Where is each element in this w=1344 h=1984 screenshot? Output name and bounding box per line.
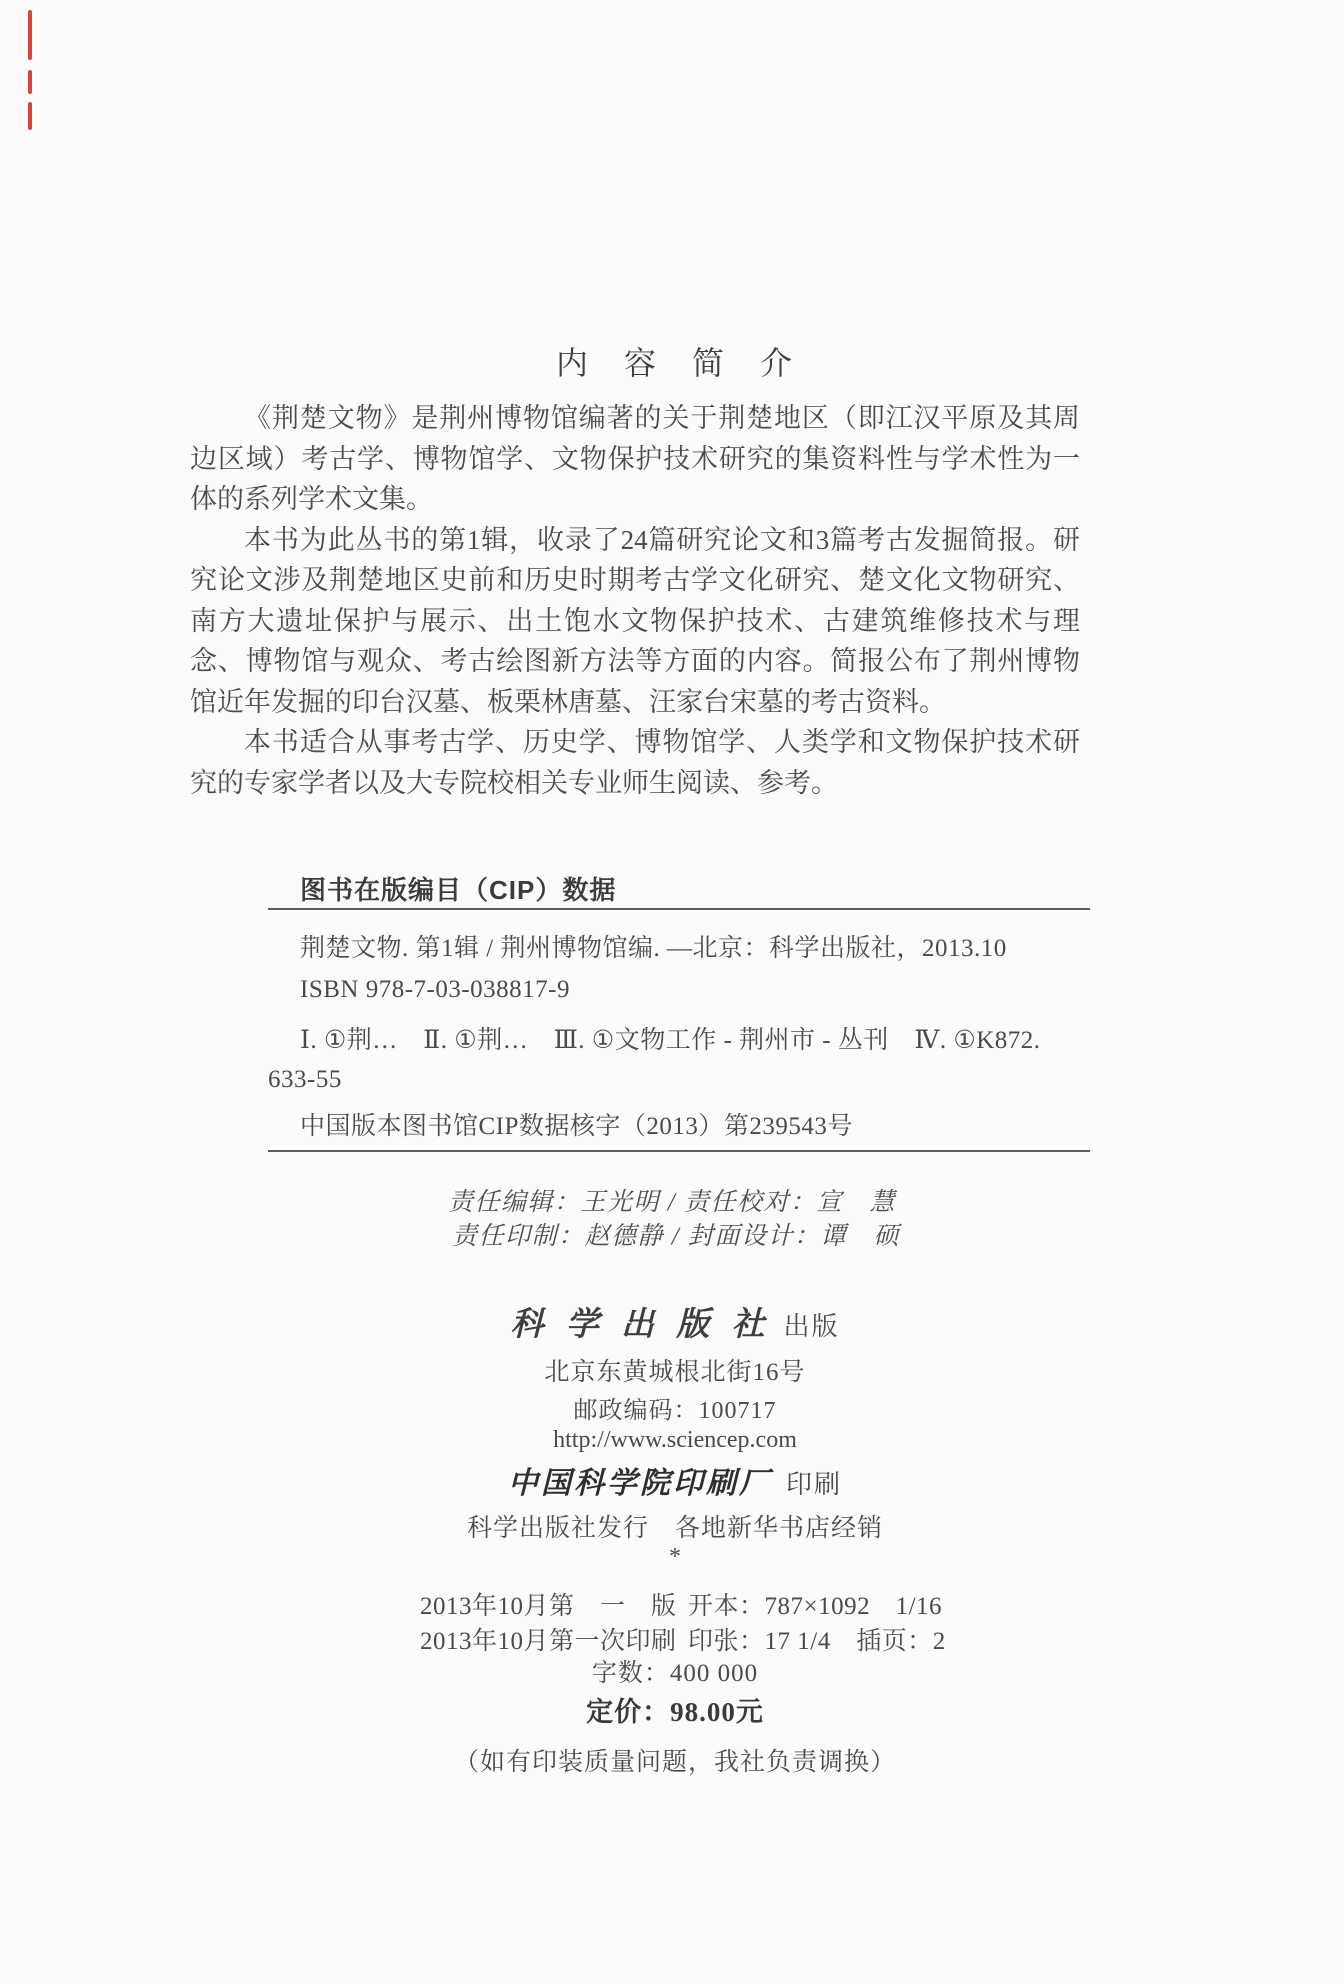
press-postcode: 邮政编码：100717 (573, 1398, 777, 1424)
intro-paragraph-line: 边区域）考古学、博物馆学、文物保护技术研究的集资料性与学术性为一 (190, 443, 1080, 474)
word-count: 字数：400 000 (591, 1660, 759, 1687)
press-address: 北京东黄城根北街16号 (544, 1359, 806, 1386)
cip-classification: Ⅰ. ①荆… Ⅱ. ①荆… Ⅲ. ①文物工作 - 荆州市 - 丛刊 Ⅳ. ①K872. (300, 1027, 1041, 1054)
section-divider-star: * (669, 1544, 681, 1570)
cip-registry: 中国版本图书馆CIP数据核字（2013）第239543号 (300, 1113, 853, 1140)
press-logo: 科 学 出 版 社 (510, 1307, 772, 1343)
intro-paragraph-line: 念、博物馆与观众、考古绘图新方法等方面的内容。简报公布了荆州博物 (190, 646, 1080, 676)
divider-rule-top (268, 908, 1090, 910)
printer-role-label: 印刷 (785, 1470, 842, 1499)
scan-artifact-mark (28, 102, 32, 130)
distribution-line: 科学出版社发行 各地新华书店经销 (466, 1515, 883, 1542)
intro-paragraph-line: 本书为此丛书的第1辑，收录了24篇研究论文和3篇考古发掘简报。研 (244, 524, 1080, 555)
printer-logo: 中国科学院印刷厂 (507, 1467, 772, 1500)
page-title: 内 容 简 介 (555, 345, 794, 381)
divider-rule-bottom (268, 1150, 1090, 1152)
scan-artifact-mark (28, 10, 32, 60)
staff-editors-line: 责任编辑：王光明 / 责任校对：宣 慧 (448, 1189, 896, 1216)
intro-paragraph-line: 馆近年发掘的印台汉墓、板栗林唐墓、汪家台宋墓的考古资料。 (190, 686, 946, 717)
format-spec: 开本：787×1092 1/16 (688, 1593, 943, 1620)
intro-paragraph-line: 究论文涉及荆楚地区史前和历史时期考古学文化研究、楚文化文物研究、 (190, 565, 1080, 595)
cip-header: 图书在版编目（CIP）数据 (300, 875, 617, 905)
press-role-label: 出版 (783, 1312, 840, 1341)
intro-paragraph-line: 本书适合从事考古学、历史学、博物馆学、人类学和文物保护技术研 (244, 727, 1080, 757)
cip-classification-cont: 633-55 (268, 1066, 342, 1093)
intro-paragraph-line: 《荆楚文物》是荆州博物馆编著的关于荆楚地区（即江汉平原及其周 (244, 403, 1080, 433)
printer-line (190, 1458, 1160, 1502)
intro-text (190, 398, 1080, 803)
cip-record: 荆楚文物. 第1辑 / 荆州博物馆编. —北京：科学出版社，2013.10 (300, 935, 1007, 962)
sheets-spec: 印张：17 1/4 插页：2 (688, 1628, 946, 1655)
scan-artifact-mark (28, 70, 32, 94)
price: 定价：98.00元 (586, 1697, 764, 1727)
press-website: http://www.sciencep.com (553, 1427, 797, 1453)
staff-design-line: 责任印制：赵德静 / 封面设计：谭 硕 (452, 1223, 900, 1250)
intro-paragraph-line: 体的系列学术文集。 (190, 484, 433, 514)
edition-date: 2013年10月第 一 版 (420, 1593, 677, 1620)
print-date: 2013年10月第一次印刷 (420, 1628, 677, 1655)
cip-isbn: ISBN 978-7-03-038817-9 (300, 976, 571, 1003)
exchange-note: （如有印装质量问题，我社负责调换） (453, 1749, 896, 1776)
press-line (190, 1298, 1160, 1345)
intro-paragraph-line: 究的专家学者以及大专院校相关专业师生阅读、参考。 (190, 767, 838, 798)
intro-paragraph-line: 南方大遗址保护与展示、出土饱水文物保护技术、古建筑维修技术与理 (190, 605, 1080, 636)
